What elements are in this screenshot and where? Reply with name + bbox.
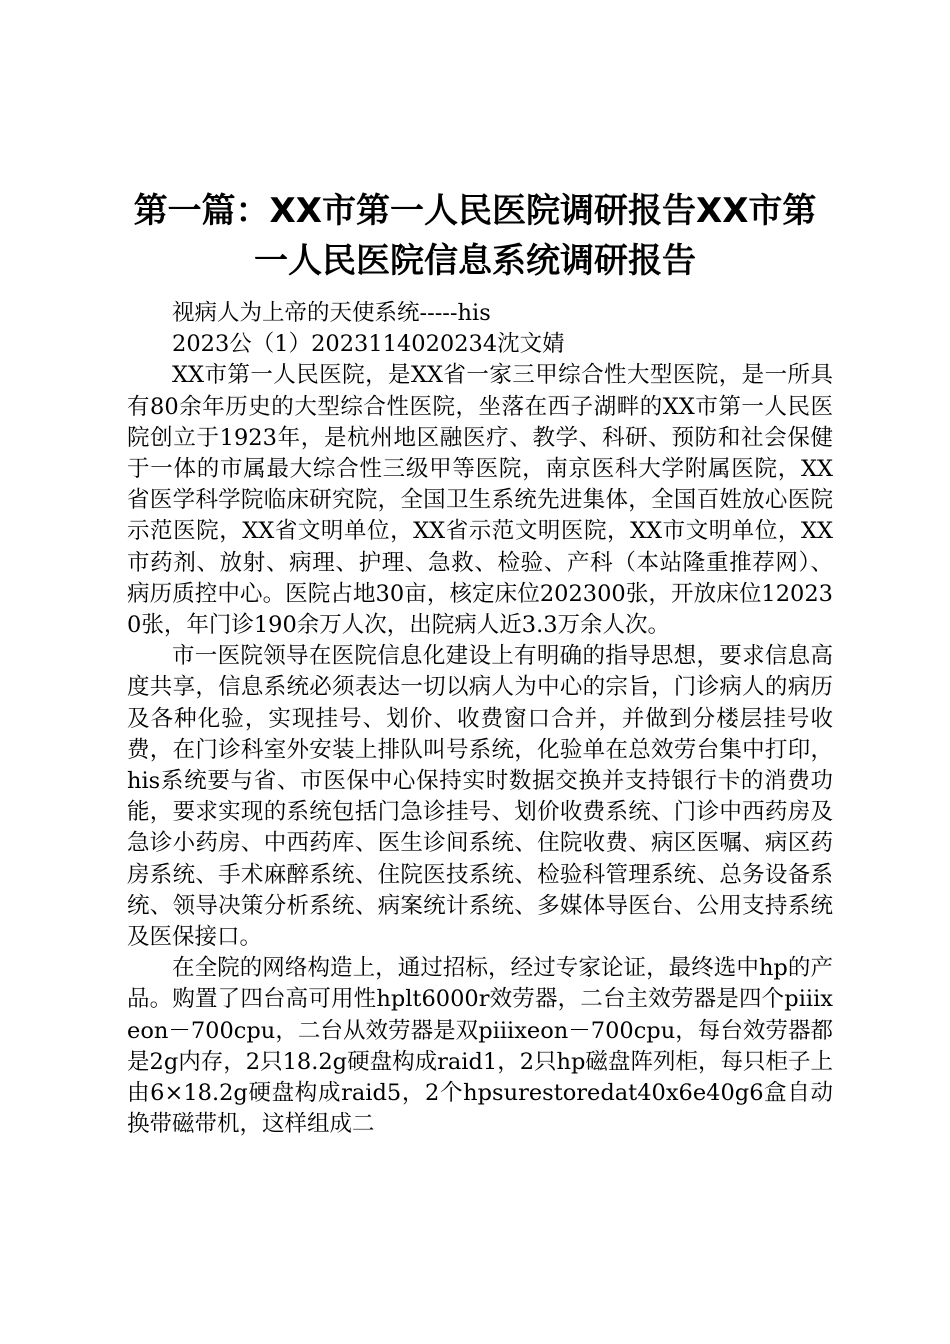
author-line: 2023公（1）2023114020234沈文婧 [172,331,565,358]
document-title [120,186,830,286]
document-body [127,298,833,1140]
paragraph-network: 在全院的网络构造上，通过招标，经过专家论证，最终选中hp的产品。购置了四台高可用性hplt6000r效劳器，二台主效劳器是四个piiixeon－700cpu，二台从效劳器是双piiixeon－700cpu，每台效劳器都是2g内存，2只18.2g硬盘构成raid1，2只hp磁盘阵列柜，每只柜子上由6×18.2g硬盘构成raid5，2个hpsurestoredat40x6e40g6盒自动换带磁带机，这样组成二 [127,955,833,1138]
title-line-1: 第一篇：XX市第一人民医院调研报告XX市第 [133,191,817,231]
paragraph-guidance: 市一医院领导在医院信息化建设上有明确的指导思想，要求信息高度共享，信息系统必须表达一切以病人为中心的宗旨，门诊病人的病历及各种化验，实现挂号、划价、收费窗口合并，并做到分楼层挂号收费，在门诊科室外安装上排队叫号系统，化验单在总效劳台集中打印，his系统要与省、市医保中心保持实时数据交换并支持银行卡的消费功能，要求实现的系统包括门急诊挂号、划价收费系统、门诊中西药房及急诊小药房、中西药库、医生诊间系统、住院收费、病区医嘱、病区药房系统、手术麻醉系统、住院医技系统、检验科管理系统、总务设备系统、领导决策分析系统、病案统计系统、多媒体导医台、公用支持系统及医保接口。 [127,643,833,951]
title-line-2: 一人民医院信息系统调研报告 [254,241,696,281]
paragraph-intro: XX市第一人民医院，是XX省一家三甲综合性大型医院，是一所具有80余年历史的大型综合性医院，坐落在西子湖畔的XX市第一人民医院创立于1923年，是杭州地区融医疗、教学、科研、预防和社会保健于一体的市属最大综合性三级甲等医院，南京医科大学附属医院，XX省医学科学院临床研究院，全国卫生系统先进集体，全国百姓放心医院示范医院，XX省文明单位，XX省示范文明医院，XX市文明单位，XX市药剂、放射、病理、护理、急救、检验、产科（本站隆重推荐网）、病历质控中心。医院占地30亩，核定床位202300张，开放床位120230张，年门诊190余万人次，出院病人近3.3万余人次。 [127,362,833,639]
subtitle: 视病人为上帝的天使系统-----his [172,300,491,326]
